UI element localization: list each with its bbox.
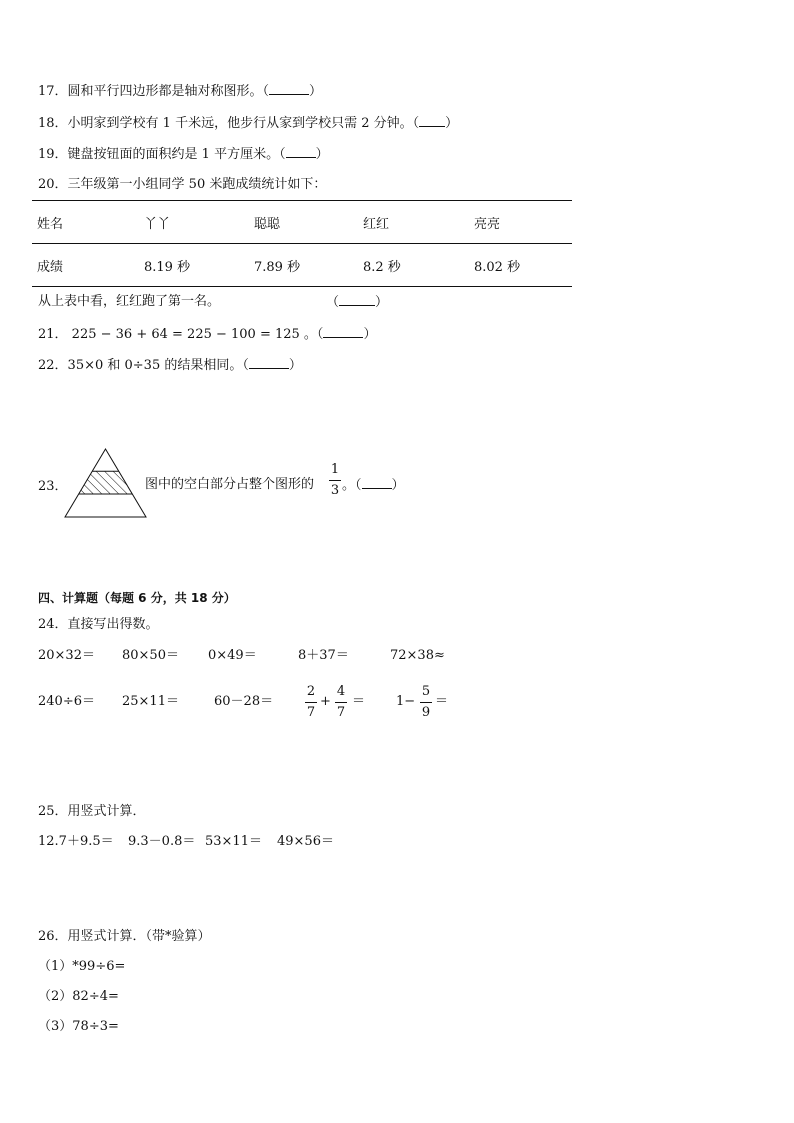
fraction-denominator: 9 — [421, 705, 431, 720]
section-4-heading: 四、计算题（每题 6 分，共 18 分） — [38, 591, 236, 605]
fraction-denominator: 3 — [330, 483, 340, 498]
list-item: （1）*99÷6= — [38, 959, 126, 974]
question-25-text: 25．用竖式计算． — [38, 804, 146, 819]
question-20-statement: 从上表中看，红红跑了第一名。 — [38, 294, 221, 309]
fraction-bar — [305, 702, 317, 703]
list-item: （2）82÷4= — [38, 989, 119, 1004]
fraction-numerator: 1 — [330, 462, 340, 477]
fraction-bar — [335, 702, 347, 703]
plus-sign: + — [320, 694, 331, 709]
fraction-denominator: 7 — [336, 705, 346, 720]
question-23-number: 23． — [38, 479, 68, 494]
question-22-text: 22．35×0 和 0÷35 的结果相同。（ — [38, 358, 249, 373]
expression: 25×11＝ — [122, 694, 179, 709]
score-table — [32, 200, 572, 287]
expression: 49×56＝ — [277, 834, 334, 849]
question-23-close: ） — [391, 478, 405, 493]
expression: 240÷6＝ — [38, 694, 95, 709]
table-cell: 聪聪 — [249, 201, 358, 244]
question-23-tail: 。（ — [342, 478, 362, 493]
question-20-answer — [326, 293, 388, 312]
answer-blank-19[interactable] — [286, 145, 316, 158]
answer-blank-21[interactable] — [323, 325, 363, 338]
answer-blank-22[interactable] — [249, 356, 289, 369]
question-20-text: 20．三年级第一小组同学 50 米跑成绩统计如下： — [38, 177, 327, 192]
question-21-text: 21． 225 − 36 + 64 = 225 − 100 = 125 。（ — [38, 327, 324, 342]
shaded-band — [79, 471, 132, 494]
triangle-figure — [64, 448, 148, 520]
question-26-text: 26．用竖式计算．（带*验算） — [38, 929, 211, 944]
expression: 9.3－0.8＝ — [128, 834, 196, 849]
question-22 — [38, 356, 302, 375]
expression: 12.7＋9.5＝ — [38, 834, 114, 849]
question-18-close: ） — [445, 116, 459, 131]
expression: 0×49＝ — [208, 648, 257, 663]
question-20-close: ） — [375, 295, 389, 310]
table-cell: 成绩 — [32, 244, 139, 287]
fraction-numerator: 2 — [306, 684, 316, 699]
question-19-close: ） — [315, 147, 329, 162]
expression: 20×32＝ — [38, 648, 95, 663]
expression: 72×38≈ — [390, 648, 445, 663]
expression-lead: 1− — [396, 694, 416, 709]
fraction-denominator: 7 — [306, 705, 316, 720]
table-cell: 8.19 秒 — [139, 244, 249, 287]
question-17-close: ） — [309, 84, 323, 99]
question-19 — [38, 145, 329, 164]
question-19-text: 19．键盘按钮面的面积约是 1 平方厘米。（ — [38, 147, 286, 162]
table-cell: 亮亮 — [469, 201, 572, 244]
question-21-close: ） — [363, 327, 377, 342]
expression: 80×50＝ — [122, 648, 179, 663]
answer-blank-17[interactable] — [269, 82, 309, 95]
table-row — [32, 244, 572, 287]
question-20-open: （ — [326, 295, 340, 310]
question-24-text: 24．直接写出得数。 — [38, 617, 159, 632]
question-23-answer — [342, 476, 405, 495]
table-cell: 姓名 — [32, 201, 139, 244]
question-18-text: 18．小明家到学校有 1 千米远，他步行从家到学校只需 2 分钟。（ — [38, 116, 420, 131]
fraction-bar — [329, 480, 341, 481]
expression: 53×11＝ — [205, 834, 262, 849]
question-18 — [38, 114, 458, 133]
expression: 8＋37＝ — [298, 648, 349, 663]
answer-blank-23[interactable] — [362, 476, 392, 489]
table-header-row — [32, 201, 572, 244]
question-17 — [38, 82, 322, 101]
fraction-bar — [420, 702, 432, 703]
answer-blank-20[interactable] — [339, 293, 375, 306]
equals-sign: ＝ — [352, 694, 366, 709]
table-cell: 红红 — [358, 201, 469, 244]
table-cell: 8.02 秒 — [469, 244, 572, 287]
table-cell: 8.2 秒 — [358, 244, 469, 287]
fraction-numerator: 4 — [336, 684, 346, 699]
question-17-text: 17．圆和平行四边形都是轴对称图形。（ — [38, 84, 270, 99]
question-21 — [38, 325, 376, 344]
question-22-close: ） — [288, 358, 302, 373]
answer-blank-18[interactable] — [419, 114, 445, 127]
list-item: （3）78÷3= — [38, 1019, 119, 1034]
table-cell: 7.89 秒 — [249, 244, 358, 287]
question-23-text: 图中的空白部分占整个图形的 — [145, 477, 315, 492]
fraction-numerator: 5 — [421, 684, 431, 699]
equals-sign: ＝ — [435, 694, 449, 709]
expression: 60－28＝ — [214, 694, 274, 709]
table-cell: 丫丫 — [139, 201, 249, 244]
